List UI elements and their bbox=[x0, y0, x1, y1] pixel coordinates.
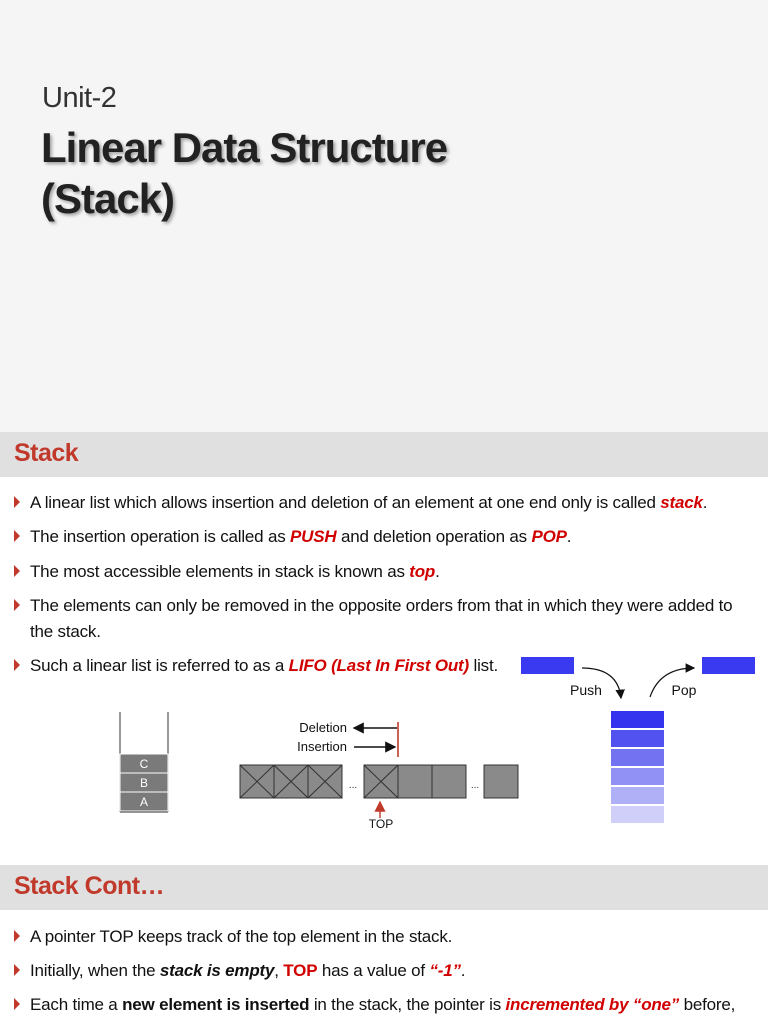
title-slide bbox=[0, 0, 768, 432]
slide-header bbox=[0, 865, 768, 910]
title-line-2: (Stack) bbox=[41, 175, 175, 222]
pop-label: Pop bbox=[671, 682, 697, 698]
bullet-3: The most accessible elements in stack is known as top. bbox=[14, 559, 440, 585]
bullet-1: A linear list which allows insertion and deletion of an element at one end only is called stack. bbox=[14, 490, 707, 516]
array-stack-diagram bbox=[240, 720, 518, 831]
push-pop-diagram bbox=[521, 657, 755, 823]
bullet-arrow-icon bbox=[14, 964, 20, 976]
bullet-2: The insertion operation is called as PUSH and deletion operation as POP. bbox=[14, 524, 571, 550]
stack-cont-slide bbox=[0, 865, 768, 1024]
vertical-stack-diagram bbox=[120, 712, 168, 812]
bullet-3: Each time a new element is inserted in the stack, the pointer is incremented by “one” before, bbox=[14, 992, 735, 1018]
title-line-1: Linear Data Structure bbox=[41, 124, 448, 171]
ellipsis-1: ... bbox=[348, 780, 358, 791]
bullet-1: A pointer TOP keeps track of the top element in the stack. bbox=[14, 924, 452, 950]
bullet-4: The elements can only be removed in the opposite orders from that in which they were added to the stack. bbox=[14, 593, 732, 645]
stack-slide bbox=[0, 432, 768, 865]
stack-cell-a: A bbox=[139, 795, 149, 809]
bullet-2: Initially, when the stack is empty, TOP has a value of “-1”. bbox=[14, 958, 465, 984]
slide-heading: Stack bbox=[14, 439, 79, 467]
slide-heading: Stack Cont… bbox=[14, 872, 165, 900]
deletion-label: Deletion bbox=[299, 720, 347, 735]
insertion-label: Insertion bbox=[297, 739, 347, 754]
bullet-arrow-icon bbox=[14, 998, 20, 1010]
ellipsis-2: ... bbox=[470, 780, 480, 791]
stack-cell-c: C bbox=[139, 757, 149, 771]
bullet-arrow-icon bbox=[14, 930, 20, 942]
slide-title bbox=[41, 122, 447, 224]
unit-label: Unit-2 bbox=[42, 82, 117, 114]
stack-cell-b: B bbox=[139, 776, 149, 790]
push-label: Push bbox=[570, 682, 602, 698]
bullet-5: Such a linear list is referred to as a LIFO (Last In First Out) list. bbox=[14, 653, 498, 679]
top-label: TOP bbox=[368, 817, 394, 831]
stack-diagrams bbox=[0, 432, 768, 865]
